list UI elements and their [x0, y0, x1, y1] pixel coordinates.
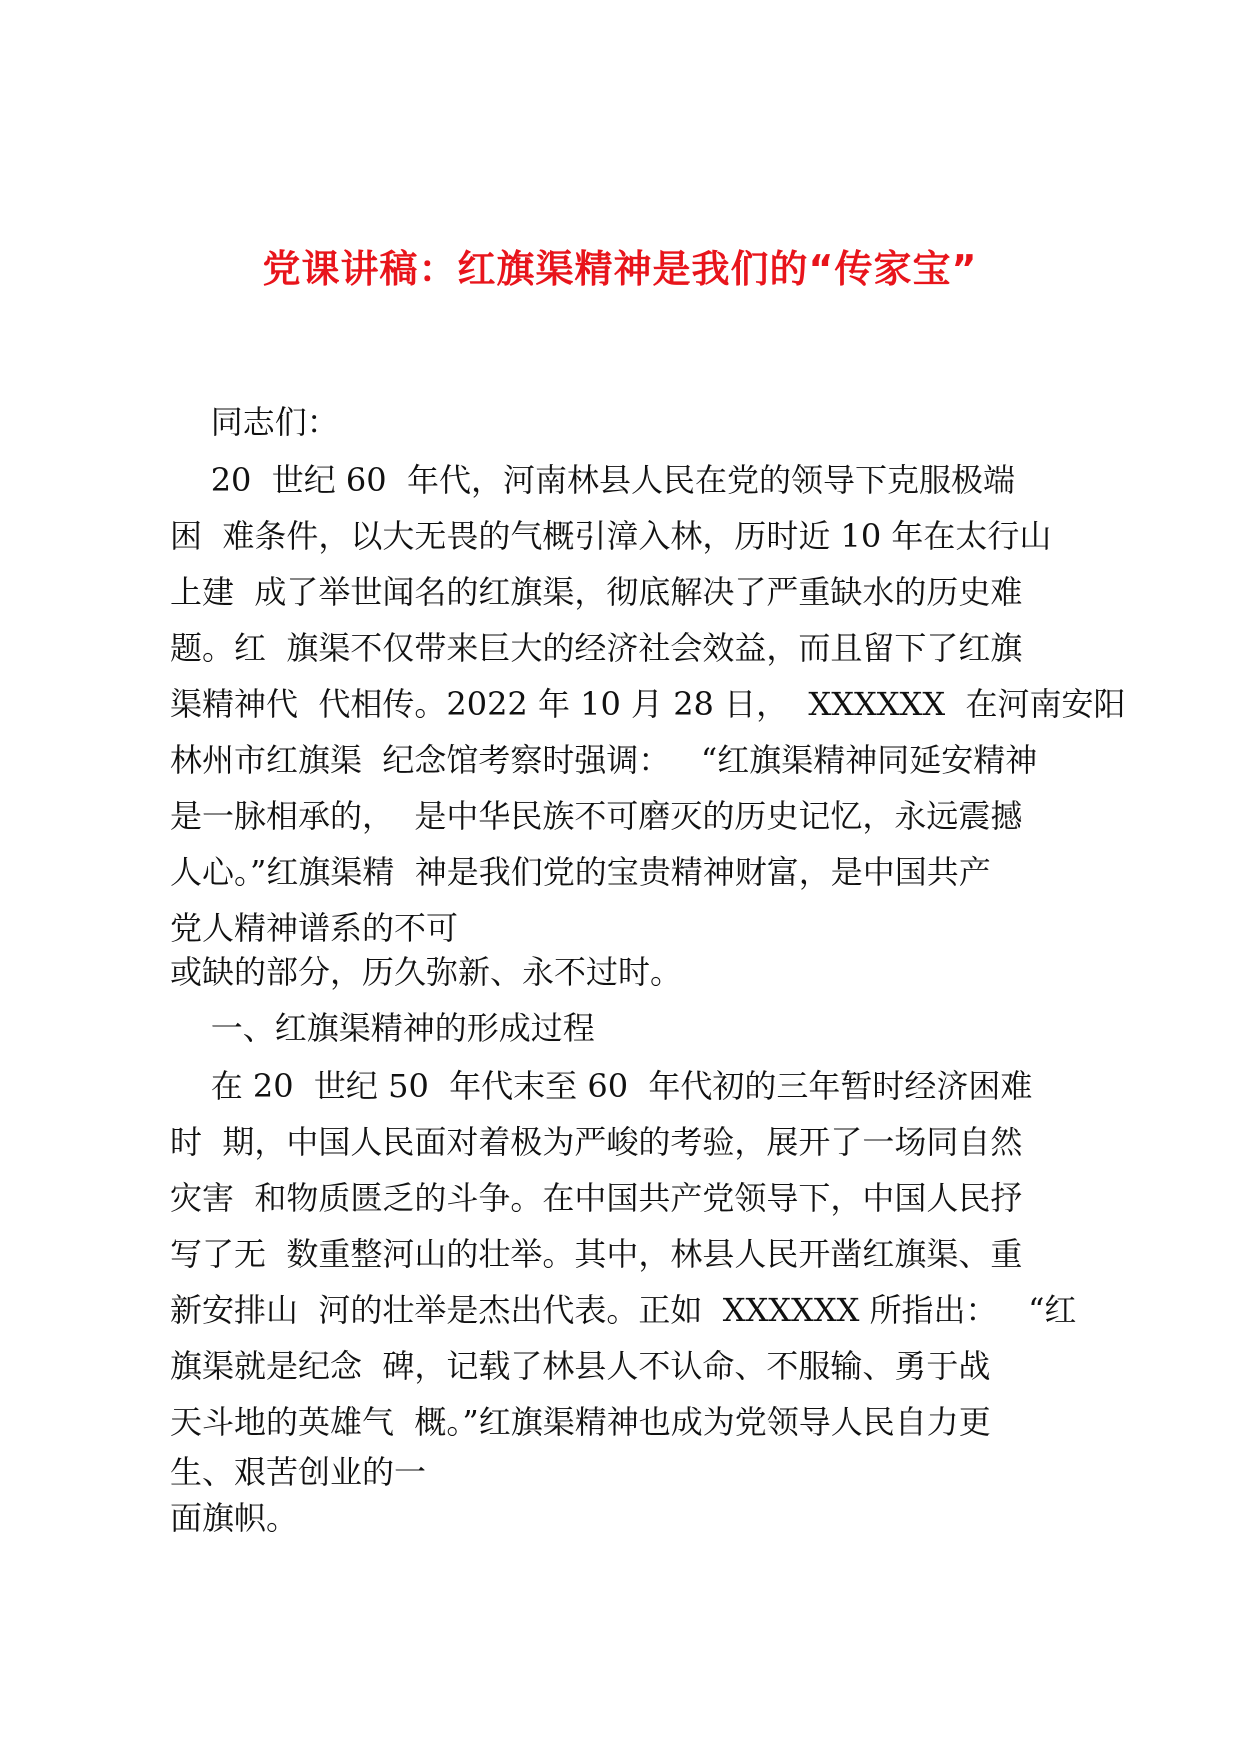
body-line: 是一脉相承的， 是中华民族不可磨灭的历史记忆，永远震撼 [170, 797, 1023, 835]
body-line: 写了无 数重整河山的壮举。其中，林县人民开凿红旗渠、重 [170, 1235, 1023, 1273]
body-line: 上建 成了举世闻名的红旗渠，彻底解决了严重缺水的历史难 [170, 573, 1023, 611]
body-line: 面旗帜。 [170, 1499, 299, 1537]
body-line: 生、艰苦创业的一 [170, 1453, 427, 1491]
body-line: 天斗地的英雄气 概。”红旗渠精神也成为党领导人民自力更 [170, 1403, 991, 1441]
body-line: 困 难条件，以大无畏的气概引漳入林，历时近 10 年在太行山 [170, 517, 1052, 555]
body-line: 林州市红旗渠 纪念馆考察时强调： “红旗渠精神同延安精神 [170, 741, 1038, 779]
section-heading: 一、红旗渠精神的形成过程 [170, 1009, 595, 1047]
body-line: 灾害 和物质匮乏的斗争。在中国共产党领导下，中国人民抒 [170, 1179, 1023, 1217]
document-title: 党课讲稿：红旗渠精神是我们的“传家宝” [262, 247, 978, 291]
body-line: 题。红 旗渠不仅带来巨大的经济社会效益，而且留下了红旗 [170, 629, 1023, 667]
body-line: 20 世纪 60 年代，河南林县人民在党的领导下克服极端 [170, 461, 1015, 499]
body-line: 渠精神代 代相传。2022 年 10 月 28 日， XXXXXX 在河南安阳 [170, 685, 1126, 723]
body-line: 旗渠就是纪念 碑，记载了林县人不认命、不服输、勇于战 [170, 1347, 991, 1385]
body-line: 在 20 世纪 50 年代末至 60 年代初的三年暂时经济困难 [170, 1067, 1033, 1105]
body-line-salutation: 同志们： [170, 403, 339, 441]
body-line: 时 期，中国人民面对着极为严峻的考验，展开了一场同自然 [170, 1123, 1023, 1161]
body-line: 或缺的部分，历久弥新、永不过时。 [170, 953, 683, 991]
body-line: 人心。”红旗渠精 神是我们党的宝贵精神财富，是中国共产 [170, 853, 991, 891]
body-line: 新安排山 河的壮举是杰出代表。正如 XXXXXX 所指出： “红 [170, 1291, 1077, 1329]
body-line: 党人精神谱系的不可 [170, 909, 459, 947]
